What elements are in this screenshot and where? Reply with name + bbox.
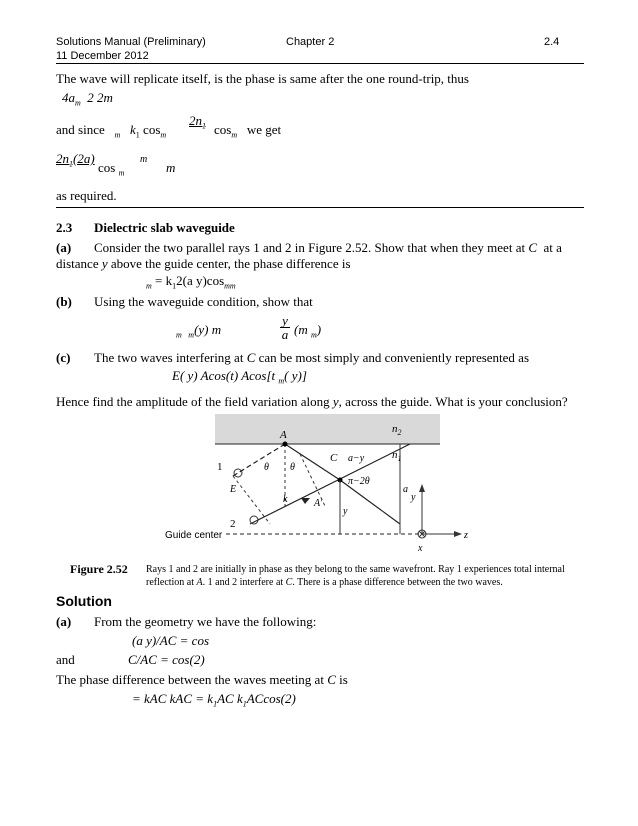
label-theta-2: θ (290, 462, 295, 473)
ray-1-incident (233, 444, 285, 476)
label-z: z (464, 530, 468, 541)
section-rule (56, 207, 584, 208)
part-b-equation-end: (m $_m$) (294, 322, 322, 340)
part-b-text: Using the waveguide condition, show that (94, 294, 313, 309)
label-pi-minus-2theta: π−2θ (348, 476, 370, 487)
header-date: 11 December 2012 (56, 50, 149, 62)
part-a-text-1: Consider the two parallel rays 1 and 2 in Figure 2.52. Show that when they meet at C at a (94, 240, 562, 255)
label-ray-1: 1 (217, 461, 223, 473)
label-a: a (403, 484, 408, 495)
label-guide-center: Guide center (165, 530, 223, 541)
part-b-equation: $_m$ $_m$(y) m (176, 322, 222, 340)
ray-2-arrow (301, 498, 310, 504)
header-manual-title: Solutions Manual (Preliminary) (56, 36, 206, 48)
intro-eq3-m: m (166, 160, 176, 175)
solution-equation-1: (a y)/AC = cos (132, 633, 210, 648)
label-n1: $n_1$ (392, 449, 402, 463)
label-y-dimension: y (343, 506, 348, 517)
header-chapter: Chapter 2 (286, 36, 335, 48)
intro-since-tail: $\cos_m$ we get (214, 122, 282, 140)
section-number: 2.3 (56, 220, 73, 235)
label-C: C (330, 452, 338, 464)
point-A (283, 442, 288, 447)
solution-a-text: From the geometry we have the following: (94, 614, 317, 629)
figure-caption-line-2: reflection at A. 1 and 2 interfere at C. There is a phase difference between the two waves. (146, 577, 503, 588)
z-axis-arrow (454, 531, 462, 537)
label-A-prime: A′ (314, 498, 323, 509)
intro-eq3-numerator: $2n_1(2a)$ (56, 151, 95, 169)
solution-equation-2: C/AC = cos(2) (128, 652, 205, 667)
solution-phase-text: The phase difference between the waves meeting at C is (56, 672, 348, 687)
part-b-label: (b) (56, 294, 72, 309)
solution-heading: Solution (56, 593, 112, 609)
part-c-equation: E( y) Acos(t) Acos[t $_m$( y)] (172, 368, 307, 386)
y-axis-arrow (419, 484, 425, 492)
waveguide-figure (160, 414, 490, 556)
intro-eq3-sup: m (140, 154, 148, 165)
intro-equation-1: $4a_m$ 2 2m (62, 90, 113, 108)
label-k: k (283, 494, 288, 505)
header-rule (56, 63, 584, 64)
figure-caption-label: Figure 2.52 (70, 562, 128, 576)
header-page-number: 2.4 (544, 36, 560, 48)
label-a-minus-y: a−y (348, 453, 365, 464)
intro-fraction-numerator: $2n_1$ (189, 113, 206, 131)
intro-since-line: and since $_m$ $k_1$ $\cos_m$ (56, 122, 167, 140)
part-c-text: The two waves interfering at C can be most simply and conveniently represented as (94, 350, 530, 365)
part-a-equation: $_m = k_12(a$ $y)\cos_{mm}$ (146, 273, 236, 291)
intro-eq3-tail: cos $_m$ (98, 160, 125, 178)
part-b-fraction: y a (281, 313, 289, 342)
section-title: Dielectric slab waveguide (94, 220, 235, 235)
part-a-text-2: distance y above the guide center, the phase difference is (56, 256, 351, 271)
solution-equation-3: = kAC kAC = $k_1AC$ $k_1ACcos(2)$ (132, 691, 296, 709)
solution-a-label: (a) (56, 614, 72, 629)
part-a-label: (a) (56, 240, 72, 255)
label-ray-2: 2 (230, 518, 236, 530)
intro-line: The wave will replicate itself, is the phase is same after the one round-trip, thus (56, 71, 469, 86)
solution-and-label: and (56, 652, 75, 667)
label-x: x (418, 543, 423, 554)
hence-text: Hence find the amplitude of the field variation along y, across the guide. What is your conclusion? (56, 394, 568, 409)
part-c-label: (c) (56, 350, 71, 365)
ray-1-wave-icon (234, 469, 242, 477)
intro-as-required: as required. (56, 188, 117, 203)
cladding-region (215, 414, 440, 444)
label-y-axis: y (411, 492, 416, 503)
figure-caption-line-1: Rays 1 and 2 are initially in phase as they belong to the same wavefront. Ray 1 experiences total internal (146, 564, 565, 575)
label-E: E (230, 484, 237, 495)
label-A: A (280, 429, 287, 441)
label-n2: $n_2$ (392, 423, 402, 437)
label-theta-1: θ (264, 462, 269, 473)
